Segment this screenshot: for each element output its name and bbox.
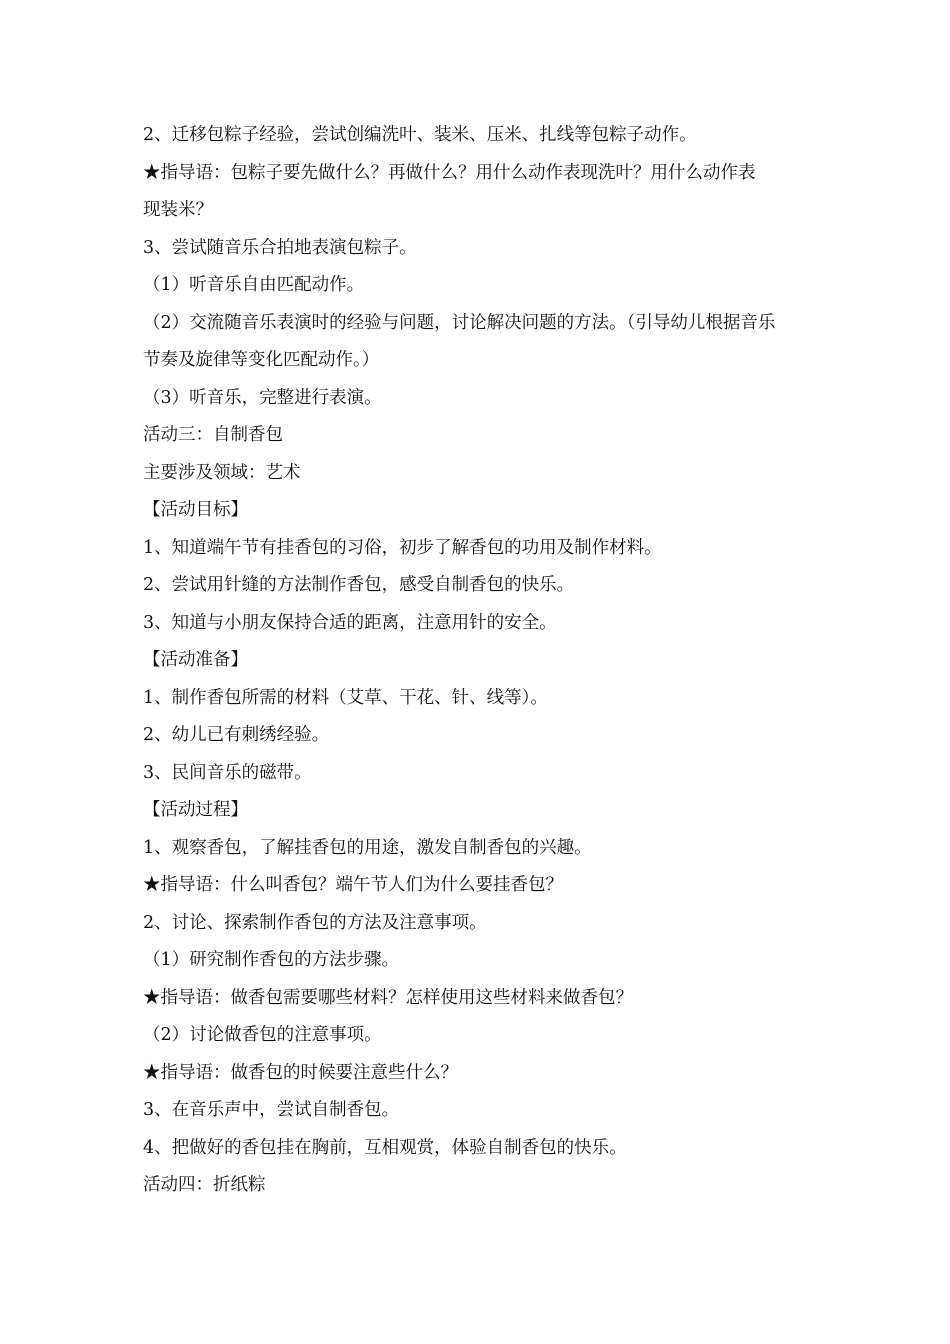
- text-line: ★指导语：做香包需要哪些材料？怎样使用这些材料来做香包？: [143, 987, 633, 1008]
- text-line: 主要涉及领域：艺术: [143, 462, 301, 483]
- text-line: 1、知道端午节有挂香包的习俗，初步了解香包的功用及制作材料。: [143, 537, 662, 558]
- activity-heading: 活动三：自制香包: [143, 425, 283, 445]
- text-line: 2、迁移包粽子经验，尝试创编洗叶、装米、压米、扎线等包粽子动作。: [143, 125, 697, 145]
- activity-heading: 活动四：折纸粽: [143, 1175, 266, 1195]
- text-line: （2）交流随音乐表演时的经验与问题，讨论解决问题的方法。（引导幼儿根据音乐: [143, 312, 776, 333]
- text-line: ★指导语：包粽子要先做什么？再做什么？用什么动作表现洗叶？用什么动作表: [143, 162, 756, 183]
- text-line: （1）听音乐自由匹配动作。: [143, 275, 365, 295]
- text-line: 1、观察香包，了解挂香包的用途，激发自制香包的兴趣。: [143, 837, 592, 858]
- text-line: 4、把做好的香包挂在胸前，互相观赏，体验自制香包的快乐。: [143, 1137, 627, 1158]
- text-line: （1）研究制作香包的方法步骤。: [143, 950, 400, 970]
- text-line: 2、讨论、探索制作香包的方法及注意事项。: [143, 912, 487, 933]
- text-line: （3）听音乐，完整进行表演。: [143, 387, 382, 408]
- text-line: 现装米？: [143, 200, 213, 220]
- document-body: [143, 117, 813, 1205]
- text-line: 节奏及旋律等变化匹配动作。）: [143, 350, 380, 370]
- text-line: （2）讨论做香包的注意事项。: [143, 1025, 382, 1045]
- section-heading: 【活动目标】: [143, 500, 248, 520]
- text-line: 3、民间音乐的磁带。: [143, 762, 312, 783]
- text-line: 3、知道与小朋友保持合适的距离，注意用针的安全。: [143, 612, 557, 633]
- text-line: 3、在音乐声中，尝试自制香包。: [143, 1100, 400, 1120]
- section-heading: 【活动准备】: [143, 650, 248, 670]
- text-line: 3、尝试随音乐合拍地表演包粽子。: [143, 237, 417, 258]
- text-line: ★指导语：什么叫香包？端午节人们为什么要挂香包？: [143, 875, 563, 895]
- section-heading: 【活动过程】: [143, 800, 248, 820]
- text-line: ★指导语：做香包的时候要注意些什么？: [143, 1062, 458, 1083]
- text-line: 2、幼儿已有刺绣经验。: [143, 725, 330, 745]
- text-line: 1、制作香包所需的材料（艾草、干花、针、线等）。: [143, 687, 548, 708]
- text-line: 2、尝试用针缝的方法制作香包，感受自制香包的快乐。: [143, 575, 575, 595]
